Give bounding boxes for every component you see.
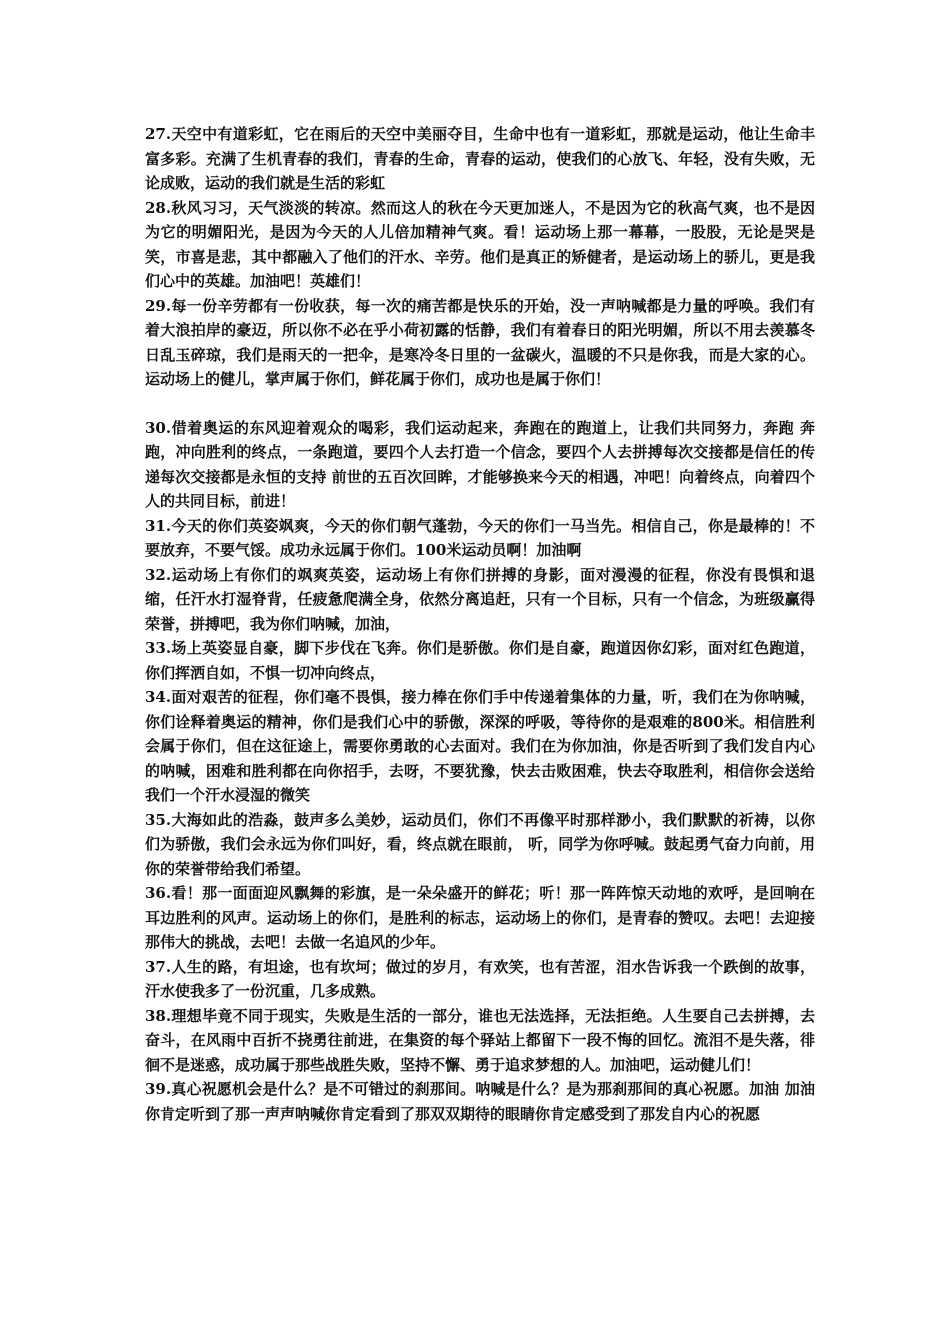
paragraph-33: 33.场上英姿显自豪，脚下步伐在飞奔。你们是骄傲。你们是自豪，跑道因你幻彩，面对红色跑道，你们挥洒自如，不惧一切冲向终点， <box>145 639 815 682</box>
paragraph-39: 39.真心祝愿机会是什么？是不可错过的刹那间。呐喊是什么？是为那刹那间的真心祝愿。加油 加油你肯定听到了那一声声呐喊你肯定看到了那双双期待的眼睛你肯定感受到了那发自内心的祝愿 <box>145 1080 815 1123</box>
paragraph-38: 38.理想毕竟不同于现实，失败是生活的一部分，谁也无法选择，无法拒绝。人生要自己去拼搏，去奋斗，在风雨中百折不挠勇往前进，在集资的每个驿站上都留下一段不悔的回忆。流泪不是失落，徘徊不是迷惑，成功属于那些战胜失败，坚持不懈、勇于追求梦想的人。加油吧，运动健儿们！ <box>145 1006 815 1074</box>
paragraph-31: 31.今天的你们英姿飒爽，今天的你们朝气蓬勃，今天的你们一马当先。相信自己，你是最棒的！不要放弃，不要气馁。成功永远属于你们。100米运动员啊！加油啊 <box>145 516 815 559</box>
document-page <box>145 122 815 1126</box>
paragraph-32: 32.运动场上有你们的飒爽英姿，运动场上有你们拼搏的身影，面对漫漫的征程，你没有畏惧和退缩，任汗水打湿脊背，任疲惫爬满全身，依然分离追赶，只有一个目标，只有一个信念，为班级赢得荣誉，拼搏吧，我为你们呐喊，加油， <box>145 565 815 633</box>
paragraph-spacer <box>145 392 815 416</box>
paragraph-35: 35.大海如此的浩淼，鼓声多么美妙，运动员们，你们不再像平时那样渺小，我们默默的祈祷，以你们为骄傲，我们会永远为你们叫好，看，终点就在眼前， 听，同学为你呼喊。鼓起勇气奋力向前，用你的荣誉带给我们希望。 <box>145 810 815 878</box>
paragraph-36: 36.看！那一面面迎风飘舞的彩旗，是一朵朵盛开的鲜花；听！那一阵阵惊天动地的欢呼，是回响在耳边胜利的风声。运动场上的你们，是胜利的标志，运动场上的你们，是青春的赞叹。去吧！去迎接那伟大的挑战，去吧！去做一名追风的少年。 <box>145 884 815 951</box>
paragraph-34: 34.面对艰苦的征程，你们毫不畏惧，接力棒在你们手中传递着集体的力量，听，我们在为你呐喊，你们诠释着奥运的精神，你们是我们心中的骄傲，深深的呼吸，等待你的是艰难的800米。相信胜利会属于你们，但在这征途上，需要你勇敢的心去面对。我们在为你加油，你是否听到了我们发自内心的呐喊，困难和胜利都在向你招手，去呀，不要犹豫，快去击败困难，快去夺取胜利，相信你会送给我们一个汗水浸湿的微笑 <box>145 688 815 804</box>
paragraph-29: 29.每一份辛劳都有一份收获，每一次的痛苦都是快乐的开始，没一声呐喊都是力量的呼唤。我们有着大浪拍岸的豪迈，所以你不必在乎小荷初露的恬静，我们有着春日的阳光明媚，所以不用去羡慕冬日乱玉碎琼，我们是雨天的一把伞，是寒冷冬日里的一盆碳火，温暖的不只是你我，而是大家的心。运动场上的健儿，掌声属于你们，鲜花属于你们，成功也是属于你们！ <box>145 296 815 388</box>
paragraph-30: 30.借着奥运的东风迎着观众的喝彩，我们运动起来，奔跑在的跑道上，让我们共同努力，奔跑 奔跑，冲向胜利的终点，一条跑道，要四个人去打造一个信念，要四个人去拼搏每次交接都是信任的传递每次交接都是永恒的支持 前世的五百次回眸，才能够换来今天的相遇，冲吧！向着终点，向着四个人的共同目标，前进！ <box>145 418 815 510</box>
paragraph-37: 37.人生的路，有坦途，也有坎坷；做过的岁月，有欢笑，也有苦涩，泪水告诉我一个跌倒的故事，汗水使我多了一份沉重，几多成熟。 <box>145 957 815 1000</box>
paragraph-27: 27.天空中有道彩虹，它在雨后的天空中美丽夺目，生命中也有一道彩虹，那就是运动，他让生命丰富多彩。充满了生机青春的我们，青春的生命，青春的运动，使我们的心放飞、年轻，没有失败，无论成败，运动的我们就是生活的彩虹 <box>145 125 815 192</box>
paragraph-28: 28.秋风习习，天气淡淡的转凉。然而这人的秋在今天更加迷人，不是因为它的秋高气爽，也不是因为它的明媚阳光，是因为今天的人儿倍加精神气爽。看！运动场上那一幕幕，一股股，无论是哭是笑，市喜是悲，其中都融入了他们的汗水、辛劳。他们是真正的矫健者，是运动场上的骄儿，更是我们心中的英雄。加油吧！英雄们！ <box>145 198 815 290</box>
